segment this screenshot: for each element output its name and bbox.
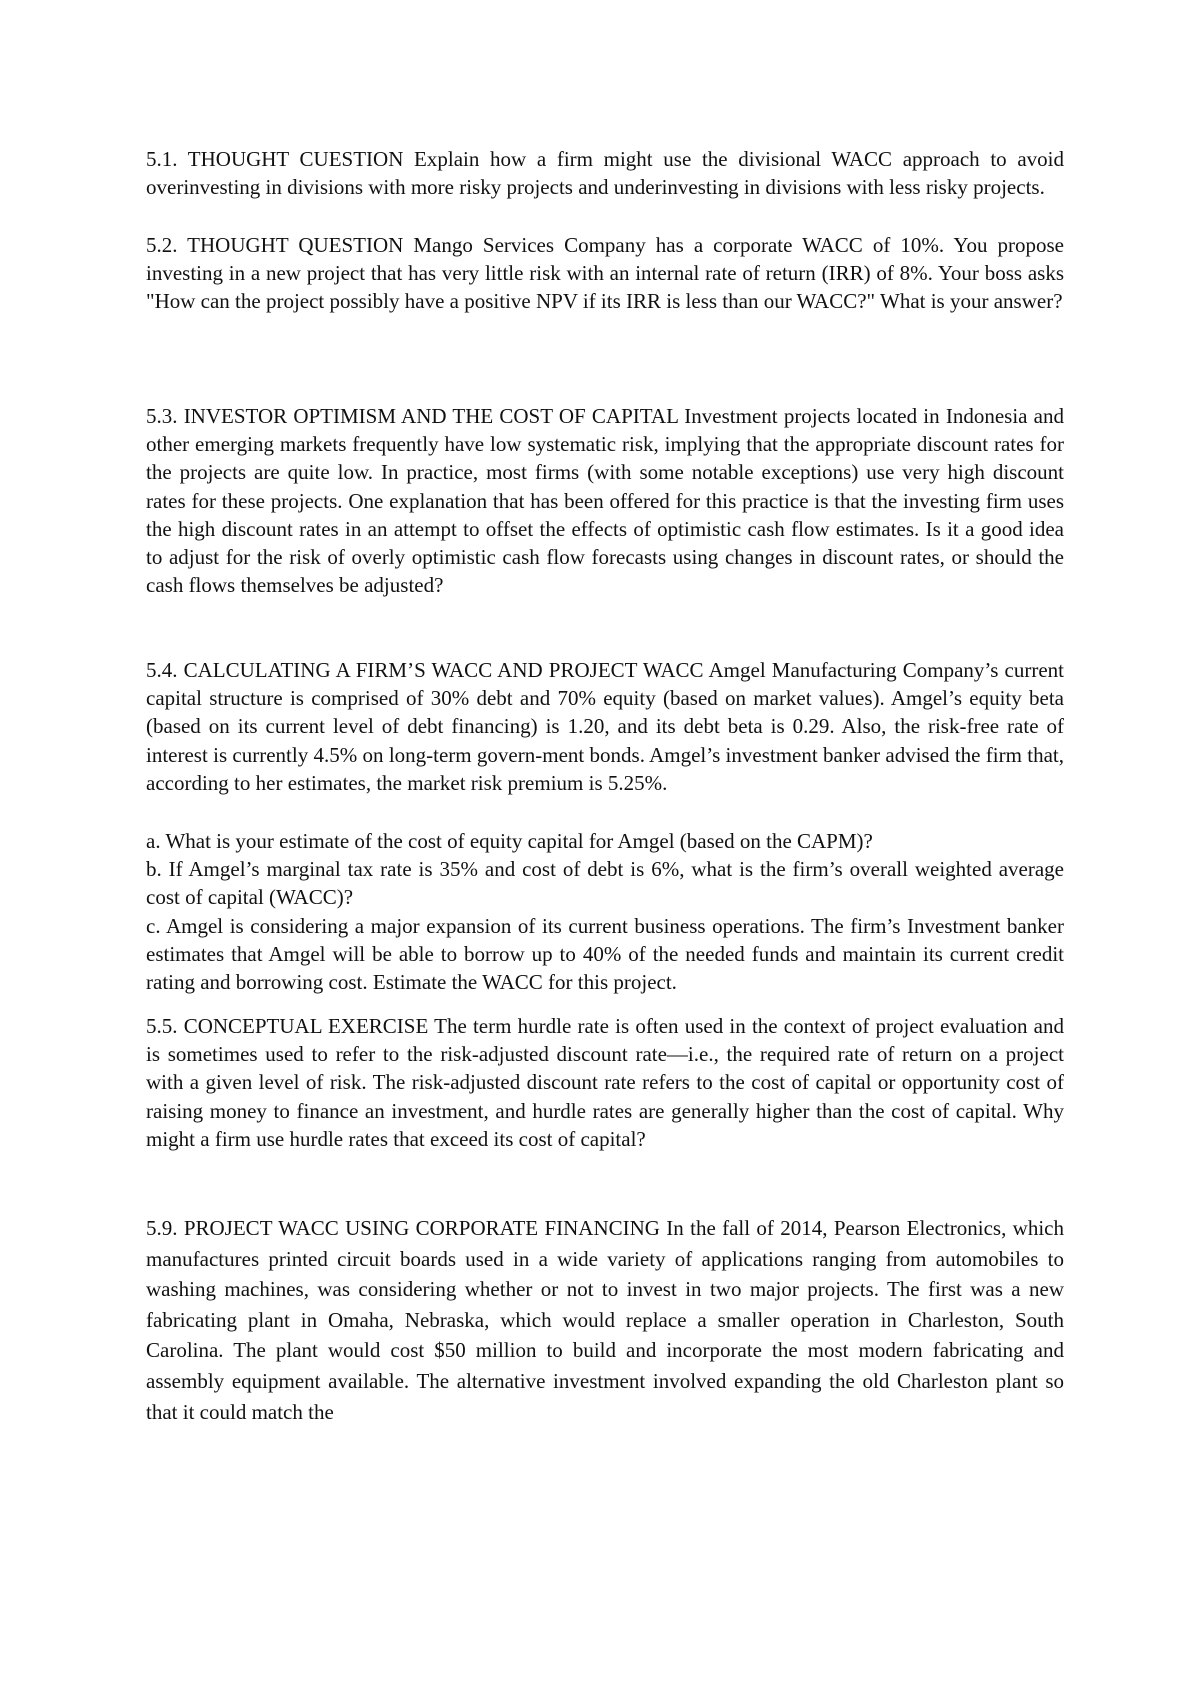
question-5-4: 5.4. CALCULATING A FIRM’S WACC AND PROJECT WACC Amgel Manufacturing Company’s current capital structure is comprised of 30% debt and 70% equity (based on market values). Amgel’s equity beta (based on its current level of debt financing) is 1.20, and its debt beta is 0.29. Also, the risk-free rate of interest is currently 4.5% on long-term govern-ment bonds. Amgel’s investment banker advised the firm that, according to her estimates, the market risk premium is 5.25%. [146,658,1064,795]
question-5-1: 5.1. THOUGHT CUESTION Explain how a firm might use the divisional WACC approach to avoid overinvesting in divisions with more risky projects and underinvesting in divisions with less risky projects. [146,147,1064,200]
question-5-4-part-b: b. If Amgel’s marginal tax rate is 35% and cost of debt is 6%, what is the firm’s overall weighted average cost of capital (WACC)? [146,857,1064,910]
question-5-9: 5.9. PROJECT WACC USING CORPORATE FINANCING In the fall of 2014, Pearson Electronics, which manufactures printed circuit boards used in a wide variety of applications ranging from automobiles to washing machines, was considering whether or not to invest in two major projects. The first was a new fabricating plant in Omaha, Nebraska, which would replace a smaller operation in Charleston, South Carolina. The plant would cost $50 million to build and incorporate the most modern fabricating and assembly equipment available. The alternative investment involved expanding the old Charleston plant so that it could match the [146,1216,1064,1424]
question-5-4-part-a: a. What is your estimate of the cost of equity capital for Amgel (based on the CAPM)? [146,829,873,853]
question-5-4-part-c: c. Amgel is considering a major expansion of its current business operations. The firm’s Investment banker estimates that Amgel will be able to borrow up to 40% of the needed funds and maintain its current credit rating and borrowing cost. Estimate the WACC for this project. [146,913,1064,995]
question-5-2: 5.2. THOUGHT QUESTION Mango Services Company has a corporate WACC of 10%. You propose investing in a new project that has very little risk with an internal rate of return (IRR) of 8%. Your boss asks "How can the project possibly have a positive NPV if its IRR is less than our WACC?" What is your answer? [146,233,1064,314]
question-5-4-parts [146,827,1064,996]
question-5-5: 5.5. CONCEPTUAL EXERCISE The term hurdle rate is often used in the context of project evaluation and is sometimes used to refer to the risk-adjusted discount rate—i.e., the required rate of return on a project with a given level of risk. The risk-adjusted discount rate refers to the cost of capital or opportunity cost of raising money to finance an investment, and hurdle rates are generally higher than the cost of capital. Why might a firm use hurdle rates that exceed its cost of capital? [146,1014,1064,1151]
question-5-3: 5.3. INVESTOR OPTIMISM AND THE COST OF CAPITAL Investment projects located in Indonesia and other emerging markets frequently have low systematic risk, implying that the appropriate discount rates for the projects are quite low. In practice, most firms (with some notable exceptions) use very high discount rates for these projects. One explanation that has been offered for this practice is that the investing firm uses the high discount rates in an attempt to offset the effects of optimistic cash flow estimates. Is it a good idea to adjust for the risk of overly optimistic cash flow forecasts using changes in discount rates, or should the cash flows themselves be adjusted? [146,404,1064,598]
